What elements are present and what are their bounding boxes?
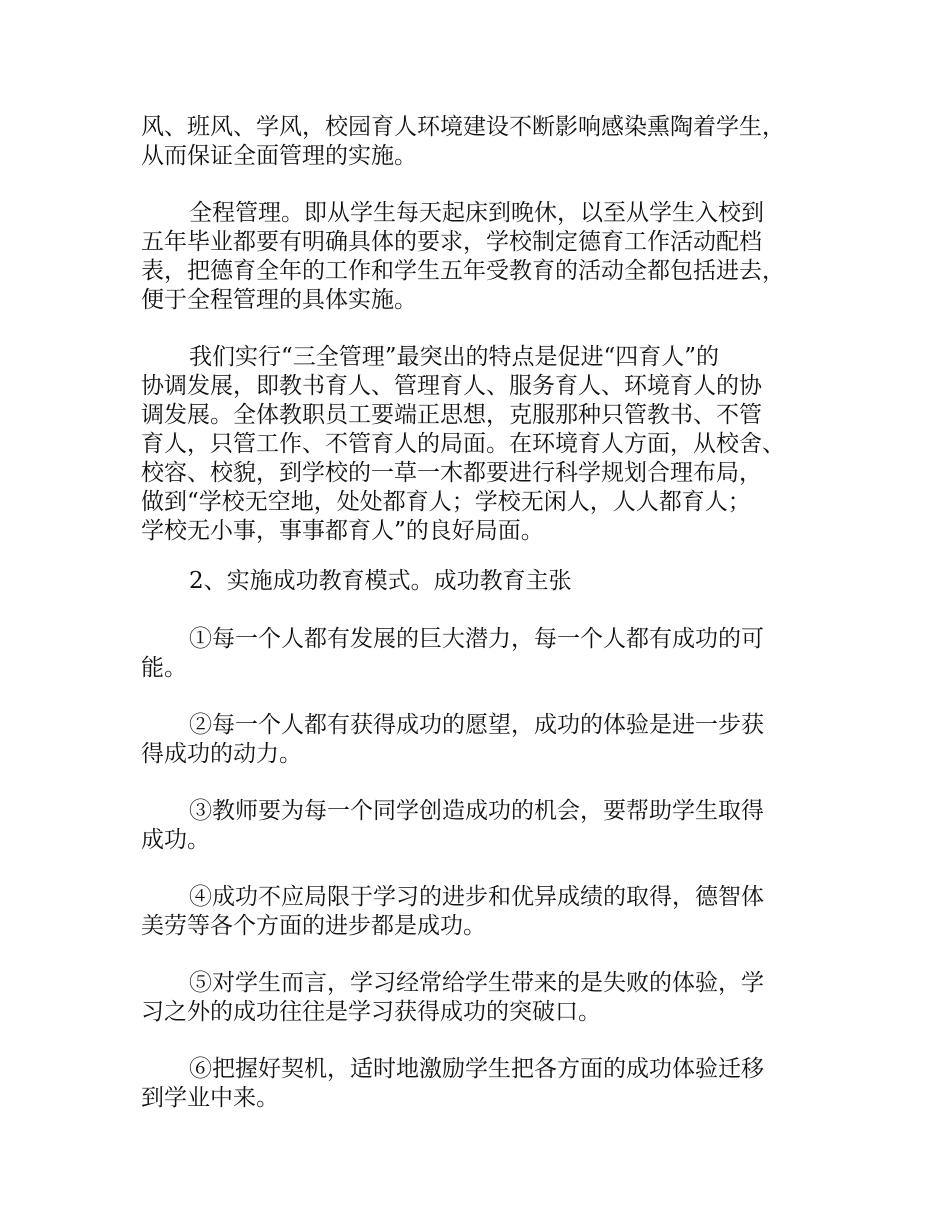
text-line: 习之外的成功往往是学习获得成功的突破口。 [141,999,601,1025]
text-line: ①每一个人都有发展的巨大潜力，每一个人都有成功的可 [189,626,764,652]
text-line: 调发展。全体教职员工要端正思想，克服那种只管教书、不管 [141,402,762,428]
list-item [141,883,831,941]
text-line: 便于全程管理的具体实施。 [141,287,417,313]
list-item [141,1055,831,1113]
text-line: 做到“学校无空地，处处都育人；学校无闲人，人人都育人； [141,489,751,515]
paragraph [141,343,831,546]
text-line: 美劳等各个方面的进步都是成功。 [141,913,486,939]
text-line: ②每一个人都有获得成功的愿望，成功的体验是进一步获 [189,712,764,738]
text-line: ⑥把握好契机，适时地激励学生把各方面的成功体验迁移 [189,1056,764,1082]
text-line: 从而保证全面管理的实施。 [141,143,417,169]
text-line: 学校无小事，事事都育人”的良好局面。 [141,518,544,544]
text-line: ④成功不应局限于学习的进步和优异成绩的取得，德智体 [189,884,764,910]
paragraph [141,113,831,171]
paragraph [141,567,831,596]
text-line: 成功。 [141,827,210,853]
text-line: 表，把德育全年的工作和学生五年受教育的活动全都包括进去， [141,258,785,284]
text-line: 2、实施成功教育模式。成功教育主张 [189,568,572,594]
text-line: 风、班风、学风，校园育人环境建设不断影响感染熏陶着学生， [141,114,785,140]
text-line: 到学业中来。 [141,1085,279,1111]
text-line: 我们实行“三全管理”最突出的特点是促进“四育人”的 [189,344,720,370]
list-item [141,711,831,769]
paragraph [141,199,831,315]
text-line: ⑤对学生而言，学习经常给学生带来的是失败的体验，学 [189,970,764,996]
text-line: 五年毕业都要有明确具体的要求，学校制定德育工作活动配档 [141,229,762,255]
list-item [141,969,831,1027]
text-line: 能。 [141,655,187,681]
text-line: 得成功的动力。 [141,741,302,767]
list-item [141,797,831,855]
text-line: 全程管理。即从学生每天起床到晚休，以至从学生入校到 [189,200,764,226]
text-line: 协调发展，即教书育人、管理育人、服务育人、环境育人的协 [141,373,762,399]
text-line: 校容、校貌，到学校的一草一木都要进行科学规划合理布局， [141,460,762,486]
text-line: ③教师要为每一个同学创造成功的机会，要帮助学生取得 [189,798,764,824]
text-line: 育人，只管工作、不管育人的局面。在环境育人方面，从校舍、 [141,431,785,457]
list-item [141,625,831,683]
